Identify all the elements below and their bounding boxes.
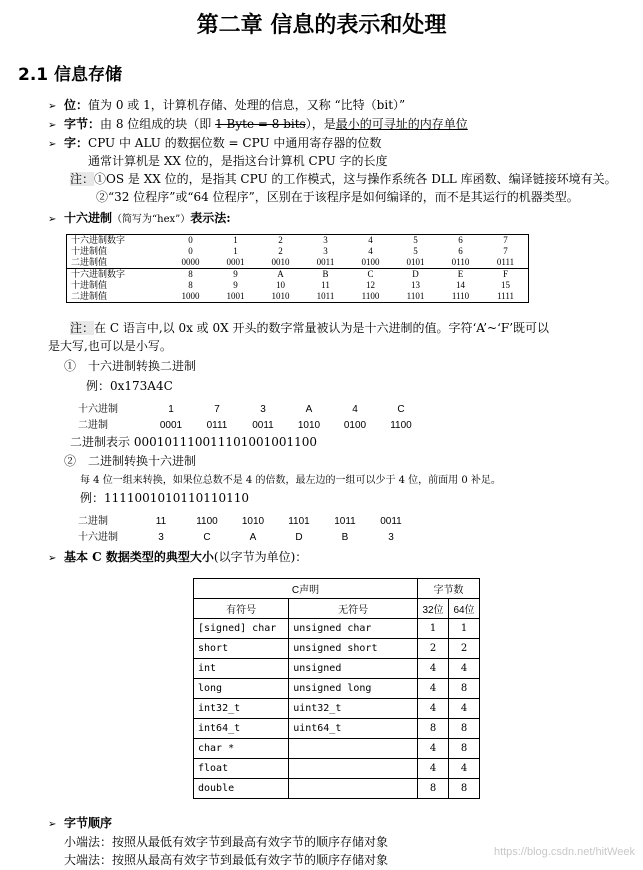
hex-cell: 15 (501, 280, 510, 290)
hex-cell: 1101 (406, 291, 425, 301)
ctype-table (193, 578, 480, 799)
header-decl: C声明 (194, 579, 418, 599)
hex-label: 十六进制 (64, 211, 113, 225)
ctype-cell-s: int64_t (194, 719, 289, 739)
hex-cell: 9 (213, 269, 258, 281)
hex-cell: 0010 (271, 257, 290, 267)
hex-cell: 8 (168, 269, 213, 281)
hex-note (70, 320, 549, 336)
ctype-row (194, 759, 480, 779)
ctypes-heading-tail: (以字节为单位)： (213, 550, 308, 564)
conv1-bin-row (78, 416, 424, 431)
conv2-bin-label: 二进制 (78, 516, 108, 527)
hex-cell: 0100 (361, 257, 380, 267)
ctype-cell-s: char * (194, 739, 289, 759)
conv-cell: 1010 (241, 516, 265, 527)
conv2-rule: 每 4 位一组来转换，如果位总数不是 4 的倍数，最左边的一组可以少于 4 位，前面用 0 补足。 (80, 475, 501, 486)
bullet-order (48, 815, 112, 833)
hex-cell: 1100 (361, 291, 380, 301)
byte-highlight: 最小的可寻址的内存单位 (335, 117, 468, 131)
byte-text: 由 8 位组成的块（即 (100, 117, 216, 131)
byte-label: 字节： (64, 117, 101, 131)
ctype-cell-s: long (194, 679, 289, 699)
conv-cell: 1 (168, 404, 174, 415)
row-label: 十六进制数字 (67, 269, 169, 281)
arrow-bullet-icon: ➢ (48, 214, 57, 225)
header-unsigned: 无符号 (289, 599, 418, 619)
conv-cell: B (341, 532, 349, 543)
conv-cell: 3 (260, 404, 266, 415)
hex-cell: 8 (188, 280, 193, 290)
hex-cell: 1000 (181, 291, 200, 301)
ctype-cell-b64: 2 (449, 639, 480, 659)
hex-cell: 0001 (226, 257, 245, 267)
conv-cell: 0100 (343, 420, 367, 431)
conv-cell: 0001 (159, 420, 183, 431)
byte-def: 1 Byte = 8 bits (215, 117, 306, 131)
ctype-cell-b32: 4 (418, 699, 449, 719)
byte-text-mid: ），是 (305, 117, 336, 131)
hex-cell: 1010 (271, 291, 290, 301)
hex-cell: 1 (233, 235, 238, 245)
ctype-row (194, 699, 480, 719)
conv-cell: 11 (155, 516, 167, 527)
ctype-row (194, 659, 480, 679)
conv1-example: 例：0x173A4C (86, 379, 173, 393)
conv1-result: 二进制表示 000101110011101001001100 (70, 435, 318, 449)
hex-cell: 7 (503, 235, 508, 245)
conv1-hex-label: 十六进制 (78, 404, 118, 415)
conv-cell: 0011 (380, 516, 402, 527)
hex-cell: C (348, 269, 393, 281)
hex-cell: 0 (188, 235, 193, 245)
header-signed: 有符号 (194, 599, 289, 619)
hex-row-bottom-dec (67, 280, 529, 291)
hex-cell: E (438, 269, 483, 281)
ctype-cell-u: unsigned char (289, 619, 418, 639)
hex-cell: 11 (321, 280, 330, 290)
hex-cell: 4 (368, 246, 373, 256)
ctype-cell-b64: 8 (449, 679, 480, 699)
ctype-row (194, 719, 480, 739)
ctype-header-2 (194, 599, 480, 619)
note-2: ②“32 位程序”或“64 位程序”，区别在于该程序是如何编译的，而不是其运行的机器类型。 (96, 190, 579, 204)
ctype-cell-u: unsigned long (289, 679, 418, 699)
ctype-cell-u (289, 739, 418, 759)
note-1-text: ①OS 是 XX 位的，是指其 CPU 的工作模式，这与操作系统各 DLL 库函数、编译链接环境有关。 (94, 172, 617, 186)
ctype-row (194, 639, 480, 659)
word-label: 字： (64, 136, 89, 150)
ctype-cell-s: short (194, 639, 289, 659)
conv-cell: D (295, 532, 303, 543)
row-label: 二进制值 (71, 291, 108, 301)
ctype-cell-s: double (194, 779, 289, 799)
hex-cell: 5 (413, 235, 418, 245)
ctype-cell-s: int32_t (194, 699, 289, 719)
ctype-cell-b64: 8 (449, 739, 480, 759)
hex-cell: 0101 (406, 257, 425, 267)
ctype-cell-b64: 8 (449, 779, 480, 799)
ctypes-heading: 基本 C 数据类型的典型大小 (64, 550, 214, 564)
ctype-row (194, 679, 480, 699)
ctype-cell-b32: 8 (418, 719, 449, 739)
row-label: 十进制值 (71, 246, 108, 256)
conv-cell: C (203, 532, 211, 543)
bullet-bit (48, 97, 405, 115)
conv2-bin-row (78, 512, 414, 527)
arrow-bullet-icon: ➢ (48, 553, 57, 564)
hex-cell: 3 (323, 235, 328, 245)
hex-cell: 1011 (316, 291, 335, 301)
conv-cell: 1100 (196, 516, 218, 527)
hex-row-top-hex (67, 235, 529, 247)
arrow-bullet-icon: ➢ (48, 139, 57, 150)
conv2-hex-row (78, 528, 414, 543)
order-heading: 字节顺序 (64, 816, 113, 830)
row-label: 十六进制数字 (71, 235, 126, 245)
word-line2: 通常计算机是 XX 位的，是指这台计算机 CPU 字的长度 (88, 154, 388, 168)
ctype-cell-b32: 4 (418, 759, 449, 779)
bullet-word (48, 135, 381, 153)
ctype-cell-b64: 1 (449, 619, 480, 639)
hex-cell: D (393, 269, 438, 281)
ctype-cell-b64: 4 (449, 699, 480, 719)
conv1-hex-row (78, 400, 424, 415)
conv-cell: 0111 (206, 420, 228, 431)
order-little: 小端法：按照从最低有效字节到最高有效字节的顺序存储对象 (64, 835, 389, 849)
header-bytes: 字节数 (418, 579, 480, 599)
hex-cell: 14 (456, 280, 465, 290)
hex-cell: 0000 (181, 257, 200, 267)
hex-row-bottom-bin (67, 291, 529, 303)
hex-cell: 4 (368, 235, 373, 245)
ctype-cell-s: [signed] char (194, 619, 289, 639)
ctype-cell-s: float (194, 759, 289, 779)
conv-cell: 1010 (297, 420, 321, 431)
conv-cell: C (397, 404, 405, 415)
conv2-heading: ② 二进制转换十六进制 (64, 454, 197, 468)
conv-cell: A (249, 532, 257, 543)
ctype-row (194, 619, 480, 639)
hex-row-bottom-hex (67, 269, 529, 281)
conv-cell: 1101 (288, 516, 310, 527)
hex-cell: 5 (413, 246, 418, 256)
ctype-cell-s: int (194, 659, 289, 679)
ctype-cell-b64: 8 (449, 719, 480, 739)
hex-note-text: 在 C 语言中,以 0x 或 0X 开头的数字常量被认为是十六进制的值。字符‘A’~‘F’既可以 (94, 321, 550, 335)
hex-cell: 13 (411, 280, 420, 290)
hex-cell: 10 (276, 280, 285, 290)
row-label: 十进制值 (71, 280, 108, 290)
ctype-cell-u: unsigned (289, 659, 418, 679)
hex-cell: 2 (278, 246, 283, 256)
conv-cell: 3 (388, 532, 394, 543)
hex-cell: 7 (503, 246, 508, 256)
hex-cell: 2 (278, 235, 283, 245)
arrow-bullet-icon: ➢ (48, 101, 57, 112)
ctype-cell-b32: 4 (418, 679, 449, 699)
ctype-cell-b32: 8 (418, 779, 449, 799)
hex-cell: A (258, 269, 303, 281)
hex-cell: B (303, 269, 348, 281)
ctype-cell-u (289, 779, 418, 799)
ctype-cell-b32: 4 (418, 739, 449, 759)
hex-paren: （简写为“hex”） (112, 214, 191, 225)
hex-note-label: 注： (70, 321, 95, 335)
arrow-bullet-icon: ➢ (48, 120, 57, 131)
note-1 (70, 171, 617, 187)
conv-cell: 7 (214, 404, 220, 415)
hex-cell: 6 (458, 246, 463, 256)
ctype-cell-u (289, 759, 418, 779)
conv-cell: A (305, 404, 313, 415)
conv1-heading: ① 十六进制转换二进制 (64, 359, 197, 373)
hex-cell: 9 (233, 280, 238, 290)
hex-cell: F (483, 269, 529, 281)
bit-label: 位： (64, 98, 89, 112)
hex-cell: 1110 (451, 291, 470, 301)
ctype-cell-b64: 4 (449, 659, 480, 679)
hex-cell: 12 (366, 280, 375, 290)
hex-cell: 0110 (451, 257, 470, 267)
bullet-ctypes (48, 549, 307, 567)
hex-tail: 表示法: (190, 211, 231, 225)
order-big: 大端法：按照从最高有效字节到最低有效字节的顺序存储对象 (64, 853, 389, 867)
conv-cell: 3 (158, 532, 164, 543)
hex-table (66, 234, 529, 303)
ctype-row (194, 779, 480, 799)
hex-cell: 0011 (316, 257, 335, 267)
hex-row-top-bin (67, 257, 529, 269)
hex-cell: 1001 (226, 291, 245, 301)
hex-row-top-dec (67, 246, 529, 257)
hex-cell: 1111 (497, 291, 514, 301)
note-label: 注： (70, 172, 95, 186)
watermark: https://blog.csdn.net/hitWeek (493, 846, 635, 858)
conv-cell: 4 (352, 404, 358, 415)
bullet-byte (48, 116, 468, 134)
ctype-cell-b32: 4 (418, 659, 449, 679)
ctype-cell-b32: 2 (418, 639, 449, 659)
conv-cell: 1011 (334, 516, 356, 527)
bit-text: 值为 0 或 1，计算机存储、处理的信息，又称 “比特（bit）” (88, 98, 406, 112)
hex-cell: 0 (188, 246, 193, 256)
conv2-hex-label: 十六进制 (78, 532, 118, 543)
arrow-bullet-icon: ➢ (48, 819, 57, 830)
header-64: 64位 (449, 599, 480, 619)
ctype-cell-u: uint64_t (289, 719, 418, 739)
word-text: CPU 中 ALU 的数据位数 = CPU 中通用寄存器的位数 (88, 136, 382, 150)
conv-cell: 1100 (390, 420, 412, 431)
conv2-example: 例：1111001010110110110 (80, 491, 250, 505)
ctype-header-1 (194, 579, 480, 599)
hex-cell: 0111 (496, 257, 515, 267)
hex-cell: 6 (458, 235, 463, 245)
page-title: 第二章 信息的表示和处理 (196, 13, 447, 38)
bullet-hex (48, 210, 231, 228)
conv1-bin-label: 二进制 (78, 420, 108, 431)
ctype-cell-b32: 1 (418, 619, 449, 639)
hex-cell: 3 (323, 246, 328, 256)
ctype-cell-b64: 4 (449, 759, 480, 779)
conv-cell: 0011 (252, 420, 274, 431)
hex-cell: 1 (233, 246, 238, 256)
ctype-cell-u: unsigned short (289, 639, 418, 659)
ctype-row (194, 739, 480, 759)
section-heading: 2.1 信息存储 (18, 65, 123, 85)
header-32: 32位 (418, 599, 449, 619)
hex-note-line2: 是大写,也可以是小写。 (48, 339, 172, 353)
row-label: 二进制值 (71, 257, 108, 267)
ctype-cell-u: uint32_t (289, 699, 418, 719)
